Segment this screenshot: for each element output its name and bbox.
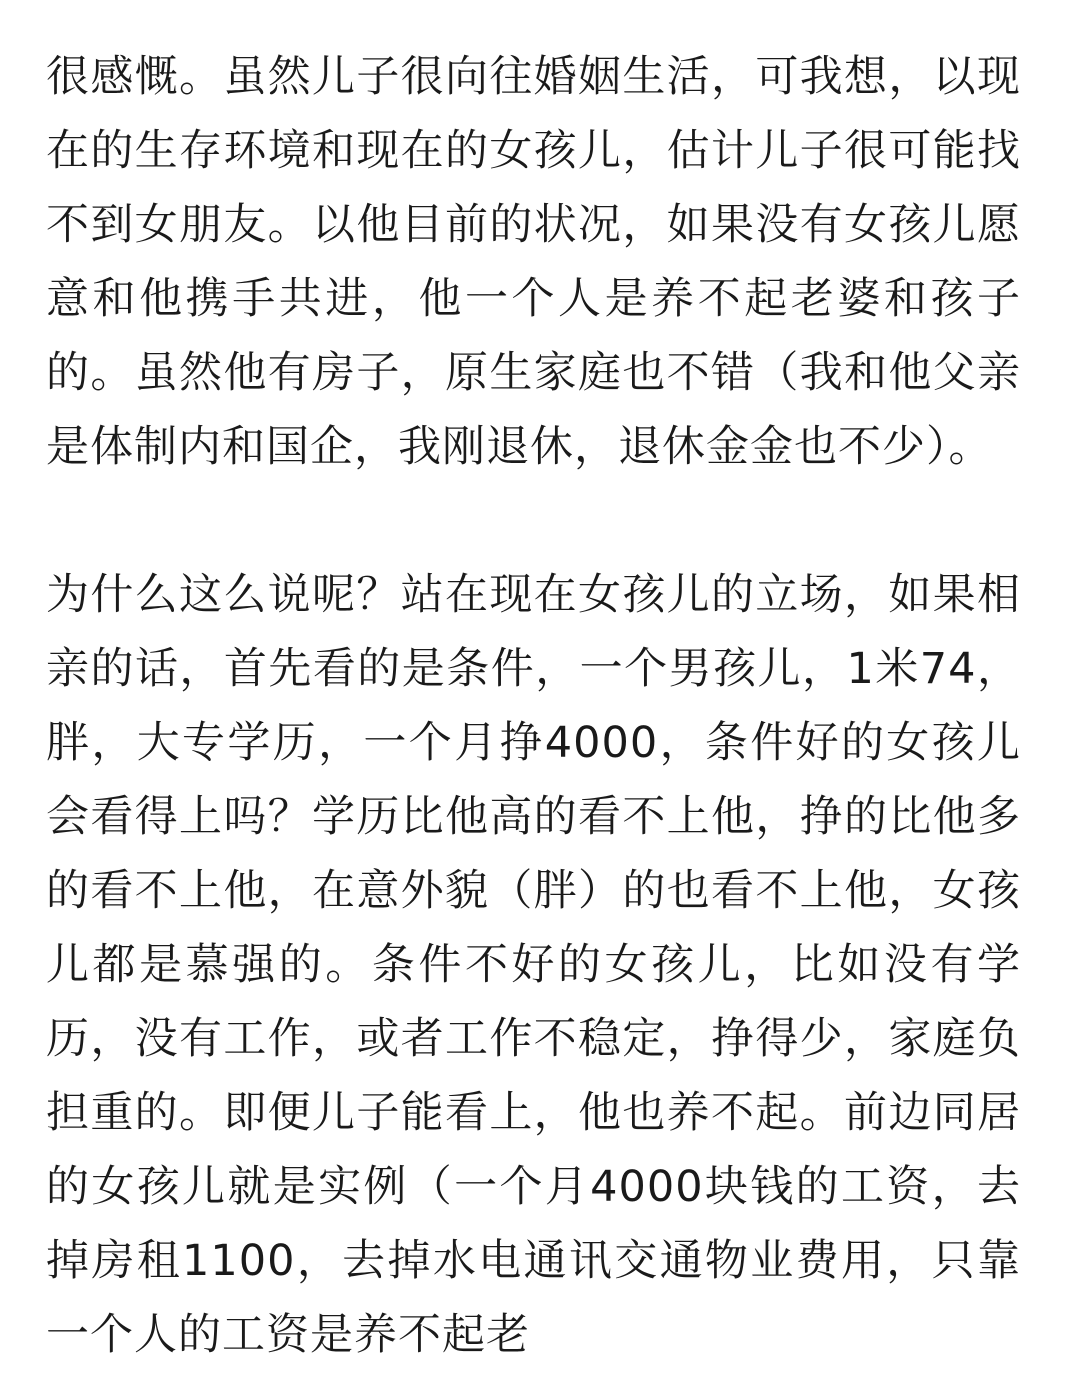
article-body [46,40,1021,1372]
paragraph-1: 很感慨。虽然儿子很向往婚姻生活，可我想，以现在的生存环境和现在的女孩儿，估计儿子很可能找不到女朋友。以他目前的状况，如果没有女孩儿愿意和他携手共进，他一个人是养不起老婆和孩子的。虽然他有房子，原生家庭也不错（我和他父亲是体制内和国企，我刚退休，退休金金也不少）。 [46,52,1021,472]
paragraph-2: 为什么这么说呢？站在现在女孩儿的立场，如果相亲的话，首先看的是条件，一个男孩儿，1米74，胖，大专学历，一个月挣4000，条件好的女孩儿会看得上吗？学历比他高的看不上他，挣的比他多的看不上他，在意外貌（胖）的也看不上他，女孩儿都是慕强的。条件不好的女孩儿，比如没有学历，没有工作，或者工作不稳定，挣得少，家庭负担重的。即便儿子能看上，他也养不起。前边同居的女孩儿就是实例（一个月4000块钱的工资，去掉房租1100，去掉水电通讯交通物业费用，只靠一个人的工资是养不起老 [46,570,1021,1360]
